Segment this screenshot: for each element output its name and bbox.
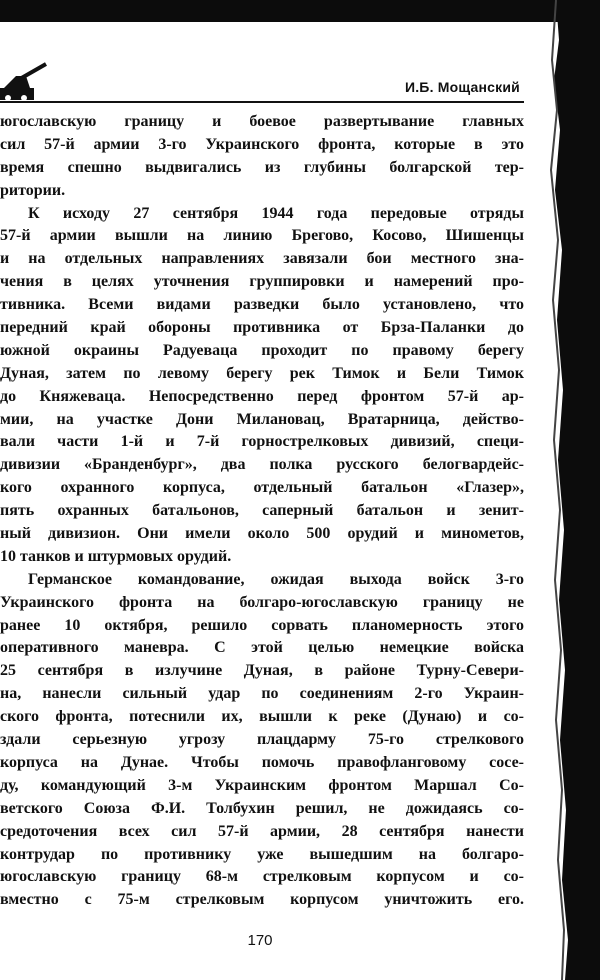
text-line: на, нанесли сильный удар по соединениям 2-го Украин-	[0, 685, 524, 703]
text-line: ского фронта, потеснили их, вышли к реке (Дунаю) и со-	[0, 708, 524, 726]
text-line: 57-й армии вышли на линию Брегово, Косово, Шишенцы	[0, 227, 524, 245]
text-line: 10 танков и штурмовых орудий.	[0, 547, 232, 565]
text-line: южной окраины Радуеваца проходит по правому берегу	[0, 341, 524, 359]
text-line-indent: К исходу 27 сентября 1944 года передовые отряды	[28, 204, 524, 222]
page-number: 170	[247, 932, 273, 949]
text-line: ветского Союза Ф.И. Толбухин решил, не дожидаясь со-	[0, 799, 524, 817]
text-line: ранее 10 октября, решило сорвать планомерность этого	[0, 616, 524, 634]
text-line: югославскую границу 68-м стрелковым корпусом и со-	[0, 868, 524, 886]
text-line: чения в целях уточнения группировки и намерений про-	[0, 273, 524, 291]
text-line: Дуная, затем по левому берегу рек Тимок и Бели Тимок	[0, 364, 524, 382]
text-line: югославскую границу и боевое развертывание главных	[0, 113, 524, 130]
text-line: ный дивизион. Они имели около 500 орудий и минометов,	[0, 525, 524, 543]
text-line: здали серьезную угрозу плацдарму 75-го стрелкового	[0, 731, 524, 749]
text-line: оперативного маневра. С этой целью немецкие войска	[0, 639, 524, 657]
running-header-author: И.Б. Мощанский	[404, 79, 520, 95]
text-line: вали части 1-й и 7-й горнострелковых дивизий, специ-	[0, 433, 524, 451]
text-line: до Княжеваца. Непосредственно перед фронтом 57-й ар-	[0, 387, 524, 405]
text-line: дивизии «Бранденбург», два полка русского белогвардейс-	[0, 456, 524, 474]
body-text	[0, 111, 524, 912]
text-line: ритории.	[0, 181, 66, 199]
header-divider	[0, 101, 524, 103]
text-line: средоточения всех сил 57-й армии, 28 сентября нанести	[0, 822, 524, 840]
cannon-icon	[0, 62, 48, 102]
text-line: и на отдельных направлениях завязали бои местного зна-	[0, 250, 524, 268]
text-line: кого охранного корпуса, отдельный батальон «Глазер»,	[0, 479, 524, 497]
text-line: вместно с 75-м стрелковым корпусом уничтожить его.	[0, 891, 524, 909]
text-line: тивника. Всеми видами разведки было установлено, что	[0, 296, 524, 314]
text-line: пять охранных батальонов, саперный батальон и зенит-	[0, 502, 524, 520]
text-line: 25 сентября в излучине Дуная, в районе Турну-Севери-	[0, 662, 524, 680]
text-line: ду, командующий 3-м Украинским фронтом Маршал Со-	[0, 776, 524, 794]
top-scan-bar	[0, 0, 600, 22]
text-line: Украинского фронта на болгаро-югославскую границу не	[0, 593, 524, 611]
right-scan-edge	[538, 0, 600, 980]
text-line: корпуса на Дунае. Чтобы помочь правофланговому сосе-	[0, 753, 524, 771]
text-line: контрудар по противнику уже вышедшим на болгаро-	[0, 845, 524, 863]
text-line: сил 57-й армии 3-го Украинского фронта, которые в это	[0, 135, 524, 153]
text-line-indent: Германское командование, ожидая выхода войск 3-го	[28, 570, 524, 588]
text-line: время спешно выдвигались из глубины болгарской тер-	[0, 158, 524, 176]
text-line: передний край обороны противника от Брза-Паланки до	[0, 319, 524, 337]
text-line: мии, на участке Дони Милановац, Вратарница, действо-	[0, 410, 524, 428]
